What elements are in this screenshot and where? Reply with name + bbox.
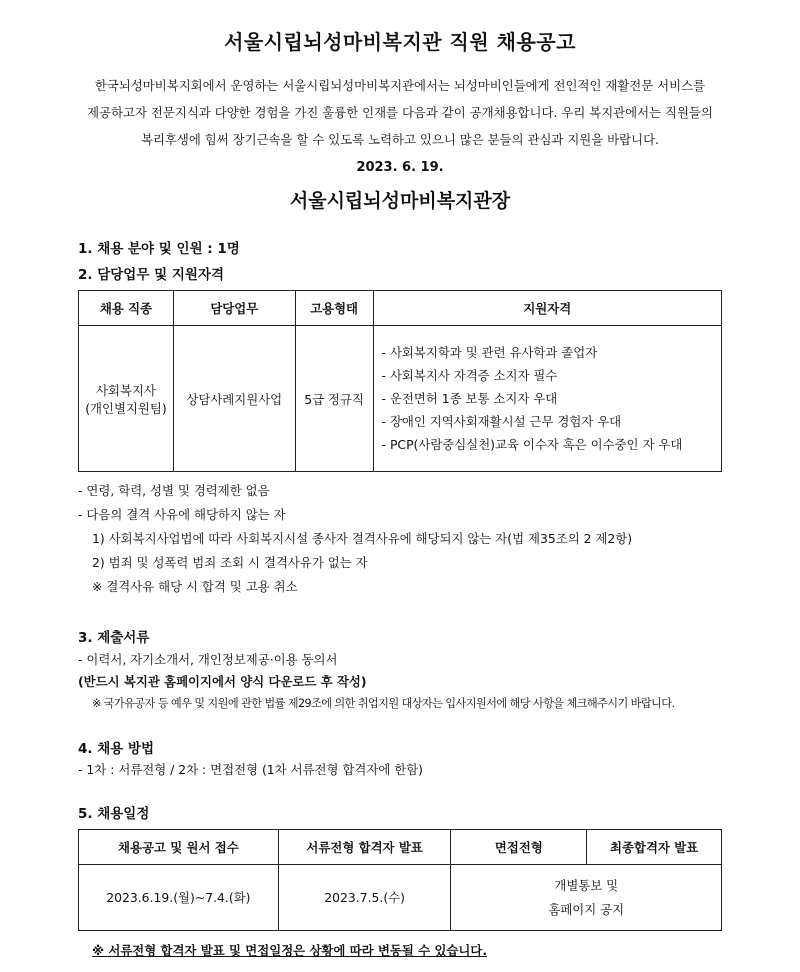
- schedule-row: [79, 865, 722, 931]
- qualification-item: - PCP(사람중심실천)교육 이수자 혹은 이수중인 자 우대: [381, 437, 683, 452]
- intro-paragraph: [40, 72, 760, 153]
- section-5-heading: 5. 채용일정: [78, 806, 150, 822]
- qualification-item: - 사회복지학과 및 관련 유사학과 졸업자: [381, 345, 598, 360]
- section-4-heading: 4. 채용 방법: [78, 741, 155, 757]
- intro-line-1: 한국뇌성마비복지회에서 운영하는 서울시립뇌성마비복지관에서는 뇌성마비인들에게 전인적인 재활전문 서비스를: [94, 78, 706, 93]
- job-type-line-1: 사회복지사: [96, 382, 156, 398]
- notice-date: 2023. 6. 19.: [356, 160, 444, 175]
- header-application: 채용공고 및 원서 접수: [79, 830, 279, 865]
- header-document-result: 서류전형 합격자 발표: [278, 830, 451, 865]
- header-duty: 담당업무: [173, 291, 295, 326]
- section-3-heading: 3. 제출서류: [78, 630, 150, 646]
- schedule-table: [78, 829, 722, 931]
- note-line: ※ 결격사유 해당 시 합격 및 고용 취소: [92, 579, 298, 594]
- job-table-row: [79, 326, 722, 472]
- schedule-footnote: ※ 서류전형 합격자 발표 및 면접일정은 상황에 따라 변동될 수 있습니다.: [92, 943, 488, 958]
- job-table-header-row: [79, 291, 722, 326]
- job-table: [78, 290, 722, 472]
- cell-document-result-date: 2023.7.5.(수): [278, 865, 451, 931]
- section-1-heading: 1. 채용 분야 및 인원 : 1명: [78, 241, 240, 257]
- header-final-result: 최종합격자 발표: [587, 830, 722, 865]
- header-interview: 면접전형: [451, 830, 587, 865]
- documents-line: - 이력서, 자기소개서, 개인정보제공·이용 동의서: [78, 652, 338, 667]
- cell-job-type: [79, 326, 174, 472]
- note-line: 1) 사회복지사업법에 따라 사회복지시설 종사자 결격사유에 해당되지 않는 자(법 제35조의 2 제2항): [92, 531, 633, 546]
- header-employment: 고용형태: [295, 291, 373, 326]
- note-line: - 연령, 학력, 성별 및 경력제한 없음: [78, 483, 270, 498]
- job-type-line-2: (개인별지원팀): [85, 400, 167, 416]
- cell-employment: 5급 정규직: [295, 326, 373, 472]
- header-job-type: 채용 직종: [79, 291, 174, 326]
- selection-method-line: - 1차 : 서류전형 / 2차 : 면접전형 (1차 서류전형 합격자에 한함): [78, 762, 423, 777]
- cell-individual-notice: [451, 865, 722, 931]
- cell-qualifications: [373, 326, 721, 472]
- notice-line-2: 홈페이지 공지: [548, 901, 625, 917]
- cell-application-period: 2023.6.19.(월)~7.4.(화): [79, 865, 279, 931]
- qualification-item: - 장애인 지역사회재활시설 근무 경험자 우대: [381, 414, 622, 429]
- cell-duty: 상담사례지원사업: [173, 326, 295, 472]
- organization-signature: 서울시립뇌성마비복지관장: [289, 190, 511, 212]
- section-2-heading: 2. 담당업무 및 지원자격: [78, 267, 224, 283]
- qualification-item: - 운전면허 1종 보통 소지자 우대: [381, 391, 558, 406]
- page-title: 서울시립뇌성마비복지관 직원 채용공고: [224, 30, 576, 54]
- note-line: - 다음의 결격 사유에 해당하지 않는 자: [78, 507, 286, 522]
- schedule-header-row: [79, 830, 722, 865]
- veterans-note: ※ 국가유공자 등 예우 및 지원에 관한 법률 제29조에 의한 취업지원 대상자는 입사지원서에 해당 사항을 체크해주시기 바랍니다.: [92, 697, 675, 710]
- header-qualifications: 지원자격: [373, 291, 721, 326]
- intro-line-3: 복리후생에 힘써 장기근속을 할 수 있도록 노력하고 있으니 많은 분들의 관심과 지원을 바랍니다.: [140, 132, 659, 147]
- intro-line-2: 제공하고자 전문지식과 다양한 경험을 가진 훌륭한 인재를 다음과 같이 공개채용합니다. 우리 복지관에서는 직원들의: [87, 105, 713, 120]
- qualification-item: - 사회복지사 자격증 소지자 필수: [381, 368, 558, 383]
- notice-line-1: 개별통보 및: [554, 877, 619, 893]
- documents-form-note: (반드시 복지관 홈페이지에서 양식 다운로드 후 작성): [78, 674, 367, 689]
- note-line: 2) 범죄 및 성폭력 범죄 조회 시 결격사유가 없는 자: [92, 555, 368, 570]
